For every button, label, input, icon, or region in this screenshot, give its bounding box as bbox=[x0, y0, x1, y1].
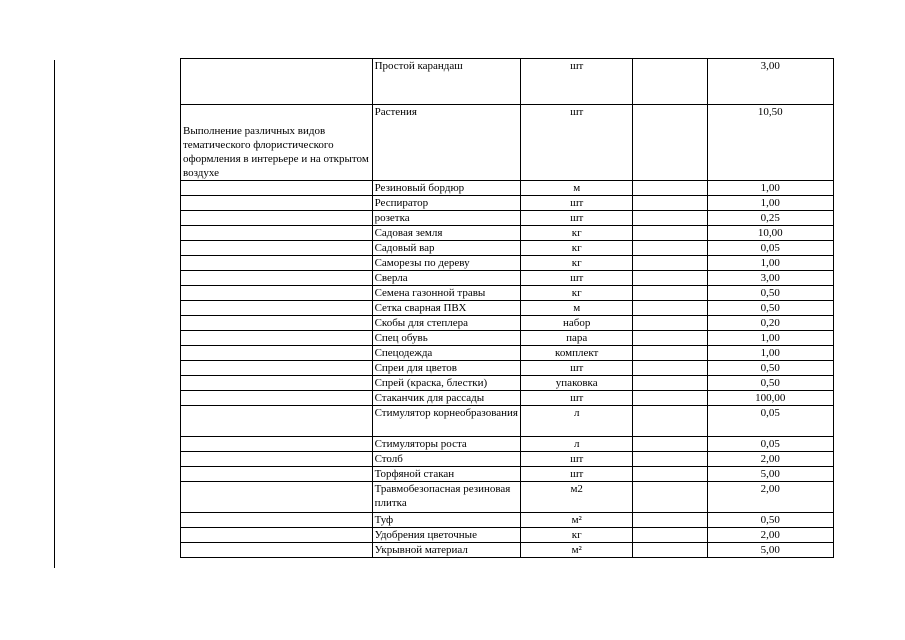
empty-cell bbox=[633, 391, 707, 406]
section-cell bbox=[181, 301, 373, 316]
material-name: Столб bbox=[372, 452, 520, 467]
material-unit: м² bbox=[521, 513, 633, 528]
table-row bbox=[181, 331, 834, 346]
material-quantity: 2,00 bbox=[707, 452, 833, 467]
material-quantity: 5,00 bbox=[707, 467, 833, 482]
material-unit: шт bbox=[521, 391, 633, 406]
empty-cell bbox=[633, 226, 707, 241]
table-row bbox=[181, 256, 834, 271]
material-quantity: 0,05 bbox=[707, 241, 833, 256]
table-row bbox=[181, 513, 834, 528]
section-cell bbox=[181, 181, 373, 196]
material-quantity: 100,00 bbox=[707, 391, 833, 406]
table-row bbox=[181, 346, 834, 361]
section-cell bbox=[181, 391, 373, 406]
material-quantity: 0,50 bbox=[707, 513, 833, 528]
material-quantity: 0,05 bbox=[707, 406, 833, 437]
material-quantity: 3,00 bbox=[707, 59, 833, 105]
material-name: Травмобезопасная резиновая плитка bbox=[372, 482, 520, 513]
table-row bbox=[181, 241, 834, 256]
material-unit: кг bbox=[521, 226, 633, 241]
material-name: Респиратор bbox=[372, 196, 520, 211]
material-name: Спец обувь bbox=[372, 331, 520, 346]
material-unit: кг bbox=[521, 286, 633, 301]
material-unit: м² bbox=[521, 543, 633, 558]
empty-cell bbox=[633, 528, 707, 543]
section-cell bbox=[181, 513, 373, 528]
material-unit: комплект bbox=[521, 346, 633, 361]
table-row bbox=[181, 286, 834, 301]
section-cell bbox=[181, 286, 373, 301]
material-quantity: 0,25 bbox=[707, 211, 833, 226]
empty-cell bbox=[633, 316, 707, 331]
material-unit: шт bbox=[521, 271, 633, 286]
material-quantity: 3,00 bbox=[707, 271, 833, 286]
material-unit: шт bbox=[521, 196, 633, 211]
table-row bbox=[181, 196, 834, 211]
table-row bbox=[181, 482, 834, 513]
table-row bbox=[181, 452, 834, 467]
section-cell bbox=[181, 361, 373, 376]
section-cell bbox=[181, 316, 373, 331]
material-name: Туф bbox=[372, 513, 520, 528]
material-name: Спреи для цветов bbox=[372, 361, 520, 376]
material-name: Садовый вар bbox=[372, 241, 520, 256]
table-row bbox=[181, 361, 834, 376]
table-row bbox=[181, 528, 834, 543]
empty-cell bbox=[633, 59, 707, 105]
material-unit: м bbox=[521, 181, 633, 196]
empty-cell bbox=[633, 181, 707, 196]
material-unit: кг bbox=[521, 256, 633, 271]
material-quantity: 10,00 bbox=[707, 226, 833, 241]
material-quantity: 0,05 bbox=[707, 437, 833, 452]
section-cell bbox=[181, 346, 373, 361]
table-row bbox=[181, 105, 834, 181]
materials-table bbox=[180, 58, 834, 558]
material-name: Простой карандаш bbox=[372, 59, 520, 105]
material-unit: шт bbox=[521, 211, 633, 226]
material-quantity: 1,00 bbox=[707, 346, 833, 361]
section-cell bbox=[181, 376, 373, 391]
material-name: Садовая земля bbox=[372, 226, 520, 241]
section-cell bbox=[181, 241, 373, 256]
table-row bbox=[181, 226, 834, 241]
empty-cell bbox=[633, 467, 707, 482]
empty-cell bbox=[633, 271, 707, 286]
material-name: Резиновый бордюр bbox=[372, 181, 520, 196]
material-quantity: 1,00 bbox=[707, 331, 833, 346]
table-row bbox=[181, 181, 834, 196]
section-cell bbox=[181, 331, 373, 346]
empty-cell bbox=[633, 331, 707, 346]
empty-cell bbox=[633, 361, 707, 376]
empty-cell bbox=[633, 437, 707, 452]
material-name: Укрывной материал bbox=[372, 543, 520, 558]
material-unit: шт bbox=[521, 361, 633, 376]
page-margin-line bbox=[54, 60, 55, 568]
material-quantity: 5,00 bbox=[707, 543, 833, 558]
material-unit: л bbox=[521, 406, 633, 437]
table-row bbox=[181, 59, 834, 105]
empty-cell bbox=[633, 376, 707, 391]
empty-cell bbox=[633, 543, 707, 558]
section-cell bbox=[181, 543, 373, 558]
material-name: Сетка сварная ПВХ bbox=[372, 301, 520, 316]
empty-cell bbox=[633, 196, 707, 211]
empty-cell bbox=[633, 452, 707, 467]
material-unit: шт bbox=[521, 105, 633, 181]
material-name: Саморезы по дереву bbox=[372, 256, 520, 271]
material-quantity: 0,50 bbox=[707, 301, 833, 316]
section-cell bbox=[181, 467, 373, 482]
material-quantity: 0,50 bbox=[707, 286, 833, 301]
material-quantity: 10,50 bbox=[707, 105, 833, 181]
table-row bbox=[181, 316, 834, 331]
material-quantity: 1,00 bbox=[707, 181, 833, 196]
table-row bbox=[181, 391, 834, 406]
empty-cell bbox=[633, 286, 707, 301]
material-name: Спрей (краска, блестки) bbox=[372, 376, 520, 391]
empty-cell bbox=[633, 406, 707, 437]
section-cell bbox=[181, 452, 373, 467]
material-name: Стаканчик для рассады bbox=[372, 391, 520, 406]
material-unit: упаковка bbox=[521, 376, 633, 391]
empty-cell bbox=[633, 241, 707, 256]
table-row bbox=[181, 271, 834, 286]
empty-cell bbox=[633, 346, 707, 361]
section-cell bbox=[181, 59, 373, 105]
section-cell bbox=[181, 226, 373, 241]
table-row bbox=[181, 406, 834, 437]
material-name: Сверла bbox=[372, 271, 520, 286]
material-quantity: 2,00 bbox=[707, 528, 833, 543]
material-unit: м bbox=[521, 301, 633, 316]
material-unit: набор bbox=[521, 316, 633, 331]
material-name: Удобрения цветочные bbox=[372, 528, 520, 543]
empty-cell bbox=[633, 482, 707, 513]
material-unit: шт bbox=[521, 59, 633, 105]
section-cell bbox=[181, 528, 373, 543]
table-row bbox=[181, 467, 834, 482]
material-unit: кг bbox=[521, 528, 633, 543]
material-unit: кг bbox=[521, 241, 633, 256]
material-unit: л bbox=[521, 437, 633, 452]
material-unit: м2 bbox=[521, 482, 633, 513]
table-row bbox=[181, 543, 834, 558]
material-quantity: 1,00 bbox=[707, 256, 833, 271]
material-unit: пара bbox=[521, 331, 633, 346]
section-cell bbox=[181, 482, 373, 513]
material-name: Скобы для степлера bbox=[372, 316, 520, 331]
empty-cell bbox=[633, 105, 707, 181]
section-title: Выполнение различных видов тематического флористического оформления в интерьере и на открытом воздухе bbox=[181, 105, 373, 181]
section-cell bbox=[181, 406, 373, 437]
section-cell bbox=[181, 211, 373, 226]
section-cell bbox=[181, 196, 373, 211]
table-row bbox=[181, 301, 834, 316]
material-unit: шт bbox=[521, 467, 633, 482]
material-name: Торфяной стакан bbox=[372, 467, 520, 482]
material-name: Растения bbox=[372, 105, 520, 181]
empty-cell bbox=[633, 256, 707, 271]
empty-cell bbox=[633, 301, 707, 316]
empty-cell bbox=[633, 211, 707, 226]
section-cell bbox=[181, 271, 373, 286]
section-cell bbox=[181, 256, 373, 271]
material-quantity: 1,00 bbox=[707, 196, 833, 211]
material-name: розетка bbox=[372, 211, 520, 226]
section-cell bbox=[181, 437, 373, 452]
material-name: Семена газонной травы bbox=[372, 286, 520, 301]
material-name: Стимуляторы роста bbox=[372, 437, 520, 452]
material-quantity: 2,00 bbox=[707, 482, 833, 513]
material-quantity: 0,50 bbox=[707, 376, 833, 391]
material-unit: шт bbox=[521, 452, 633, 467]
material-name: Стимулятор корнеобразования bbox=[372, 406, 520, 437]
table-row bbox=[181, 437, 834, 452]
empty-cell bbox=[633, 513, 707, 528]
material-quantity: 0,20 bbox=[707, 316, 833, 331]
table-row bbox=[181, 376, 834, 391]
material-quantity: 0,50 bbox=[707, 361, 833, 376]
table-row bbox=[181, 211, 834, 226]
material-name: Спецодежда bbox=[372, 346, 520, 361]
